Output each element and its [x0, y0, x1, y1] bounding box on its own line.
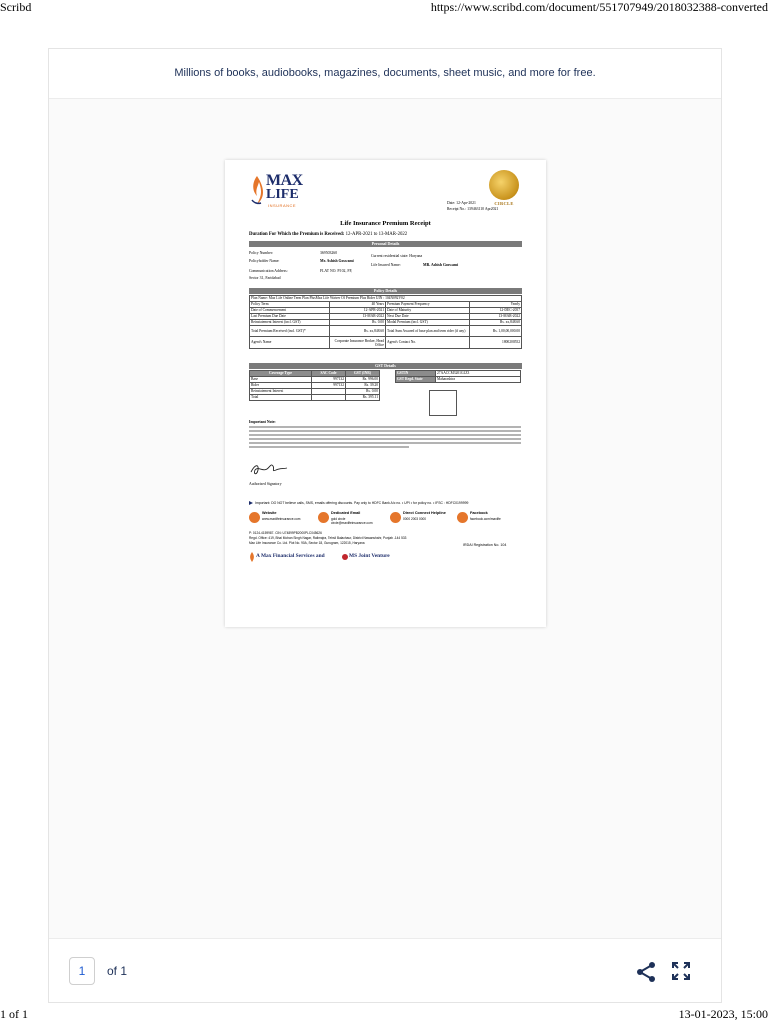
cell: Reinstatement Interest: [250, 389, 312, 395]
policyholder-label: Policyholder Name:: [249, 259, 280, 263]
facebook-icon: [457, 512, 468, 523]
document-viewer[interactable]: [49, 100, 721, 938]
column-header: GST (INR): [346, 371, 380, 377]
scribd-viewer-frame: [48, 48, 722, 1003]
cell: Policy Term: [250, 302, 330, 308]
print-url: https://www.scribd.com/document/551707949/2018032388-converted: [430, 0, 768, 14]
address-line-2: Sector 31, Faridabad: [249, 276, 281, 280]
life-insured-name: MR. Ashish Goswami: [423, 263, 459, 267]
scribd-banner[interactable]: Millions of books, audiobooks, magazines, documents, sheet music, and more for free.: [174, 67, 596, 79]
joint-venture-text: A Max Financial Services and: [256, 553, 325, 559]
cell: Last Premium Due Date: [250, 314, 330, 320]
cell: Agent's Contact No.: [386, 337, 470, 349]
gstin-label: GSTIN: [396, 371, 436, 377]
note-text-line: [249, 430, 521, 432]
address-line: Regd. Office: 419, Bhai Mohan Singh Nagar, Railmajra, Tehsil Balachaur, District Nawanshahr, Punjab -144 533: [249, 536, 407, 540]
cell: 13-MAR-2022: [330, 314, 386, 320]
table-row: [396, 377, 521, 383]
cell: Date of Commencement: [250, 308, 330, 314]
note-text-line: [249, 446, 409, 448]
print-page-count: 1 of 1: [0, 1007, 28, 1021]
globe-icon: [249, 512, 260, 523]
contact-value: 0000 2003 0000: [403, 517, 427, 521]
table-row: [250, 337, 522, 349]
contact-value: www.maxlifeinsurance.com: [262, 517, 301, 521]
table-row: [250, 326, 522, 337]
page-number-input[interactable]: 1: [69, 957, 95, 985]
flame-icon: [249, 552, 255, 562]
contact-value: gold circle circle@maxlifeinsurance.com: [331, 517, 373, 525]
cell: 40 Years: [330, 302, 386, 308]
cell: 997132: [312, 377, 346, 383]
share-icon[interactable]: [635, 961, 657, 983]
cell: Total: [250, 395, 312, 401]
policy-number-label: Policy Number:: [249, 251, 274, 255]
receipt-date: Date: 12-Apr-2021: [447, 201, 476, 205]
arrow-icon: [249, 501, 253, 505]
fraud-warning: Important: DO NOT believe calls, SMS, emails offering discounts. Pay only to HDFC Bank A/c no. • UPI • for policy no. • IFSC : HDFC0199999: [255, 501, 469, 505]
joint-venture-text-2: MS Joint Venture: [349, 553, 390, 559]
cell: 997132: [312, 383, 346, 389]
document-page: [225, 160, 546, 627]
personal-details-header: Personal Details: [249, 241, 522, 247]
max-life-logo: [249, 170, 339, 210]
contact-title: Direct Connect Helpline: [403, 511, 446, 515]
gstin-table: [395, 370, 521, 383]
scribd-banner-bar: [49, 49, 721, 99]
cell: Rs. 395.11: [346, 395, 380, 401]
cell: Total Premium Received (incl. GST)*: [250, 326, 330, 337]
gstin-value: 27AACCM3201G1Z3: [436, 371, 521, 377]
address-line: P: 0124-4159987. CIN: U74899PB2000PLC045626: [249, 531, 322, 535]
signature-icon: [249, 460, 289, 478]
cell: Agent's Name: [250, 337, 330, 349]
cell: Yearly: [470, 302, 522, 308]
expand-icon[interactable]: [671, 961, 691, 981]
cell: Modal Premium (incl. GST): [386, 320, 470, 326]
mail-icon: [318, 512, 329, 523]
column-header: SAC Code: [312, 371, 346, 377]
cell: Base: [250, 377, 312, 383]
contact-value: facebook.com/maxlife: [470, 517, 501, 521]
note-text-line: [249, 426, 521, 428]
qr-code-box: [429, 390, 457, 416]
table-row: [250, 395, 380, 401]
gst-state-label: GST Regd. State: [396, 377, 436, 383]
irdai-registration: IRDAI Registration No. 104: [463, 543, 507, 547]
cell: Rs. xx,848.60: [470, 320, 522, 326]
phone-icon: [390, 512, 401, 523]
important-note-heading: Important Note:: [249, 420, 276, 424]
cell: Rs. 39.20: [346, 383, 380, 389]
cell: Reinstatement Interest (incl. GST): [250, 320, 330, 326]
policy-number: 369503260: [320, 251, 338, 255]
policy-details-table: [249, 295, 522, 349]
page-count: of 1: [107, 964, 128, 978]
contact-title: Website: [262, 511, 277, 515]
cell: Date of Maturity: [386, 308, 470, 314]
contact-title: Facebook: [470, 511, 488, 515]
cell: Rider: [250, 383, 312, 389]
cell: [312, 395, 346, 401]
receipt-title: Life Insurance Premium Receipt: [340, 220, 431, 227]
cell: 1800200552: [470, 337, 522, 349]
premium-duration: [249, 232, 407, 237]
receipt-number: Receipt No.: 139463110 Apr2021: [447, 207, 499, 211]
seal-label: CIRCLE: [494, 201, 514, 206]
print-datetime: 13-01-2023, 15:00: [678, 1007, 768, 1021]
plan-name: Plan Name: Max Life Online Term Plan PlusMax Life Waiver Of Premium Plus Rider UIN : 104N092V02: [250, 296, 522, 302]
address-label: Communication Address:: [249, 269, 288, 273]
address-line: Max Life Insurance Co. Ltd. Plot No. 90A, Sector 18, Gurugram, 122015, Haryana: [249, 541, 365, 545]
cell: 12-DEC-2057: [470, 308, 522, 314]
logo-text-max: MAX: [266, 172, 303, 189]
current-state: Current residential state: Haryana: [371, 254, 423, 258]
cell: Next Due Date: [386, 314, 470, 320]
duration-label: Duration For Which the Premium is Received:: [249, 232, 345, 237]
note-text-line: [249, 434, 521, 436]
cell: Corporate Insurance Broker, Head Office: [330, 337, 386, 349]
print-site-title: Scribd: [0, 0, 32, 14]
logo-text-insurance: INSURANCE: [268, 203, 297, 208]
cell: Rs. xx,848.60: [330, 326, 386, 337]
cell: 12-APR-2021: [330, 308, 386, 314]
cell: Rs. 1,00,00,000.00: [470, 326, 522, 337]
viewer-toolbar: [49, 938, 721, 1002]
circle-seal-icon: [489, 170, 519, 200]
life-insured-label: Life Insured Name:: [371, 263, 401, 267]
cell: Rs. 996.00: [346, 377, 380, 383]
cell: Premium Payment Frequency: [386, 302, 470, 308]
policy-details-header: Policy Details: [249, 288, 522, 294]
mitsui-logo-icon: [342, 554, 348, 560]
gst-details-header: GST Details: [249, 363, 522, 369]
address-line-1: FLAT NO. PI 02, FF,: [320, 269, 353, 273]
note-text-line: [249, 442, 521, 444]
cell: Total Sum Assured of base plan and term rider (if any): [386, 326, 470, 337]
contact-title: Dedicated Email: [331, 511, 361, 515]
cell: Rs. 0.00: [346, 389, 380, 395]
note-text-line: [249, 438, 521, 440]
authorised-signatory: Authorised Signatory: [249, 482, 282, 486]
duration-value: 12-APR-2021 to 13-MAR-2022: [344, 232, 408, 237]
logo-text-life: LIFE: [266, 187, 299, 202]
gst-state-value: Maharashtra: [436, 377, 521, 383]
policyholder-name: Mr. Ashish Goswami: [320, 259, 354, 263]
column-header: Coverage Type: [250, 371, 312, 377]
cell: 13-MAR-2022: [470, 314, 522, 320]
gst-table: [249, 370, 380, 401]
flame-icon: [249, 174, 265, 206]
cell: Rs. 0.00: [330, 320, 386, 326]
